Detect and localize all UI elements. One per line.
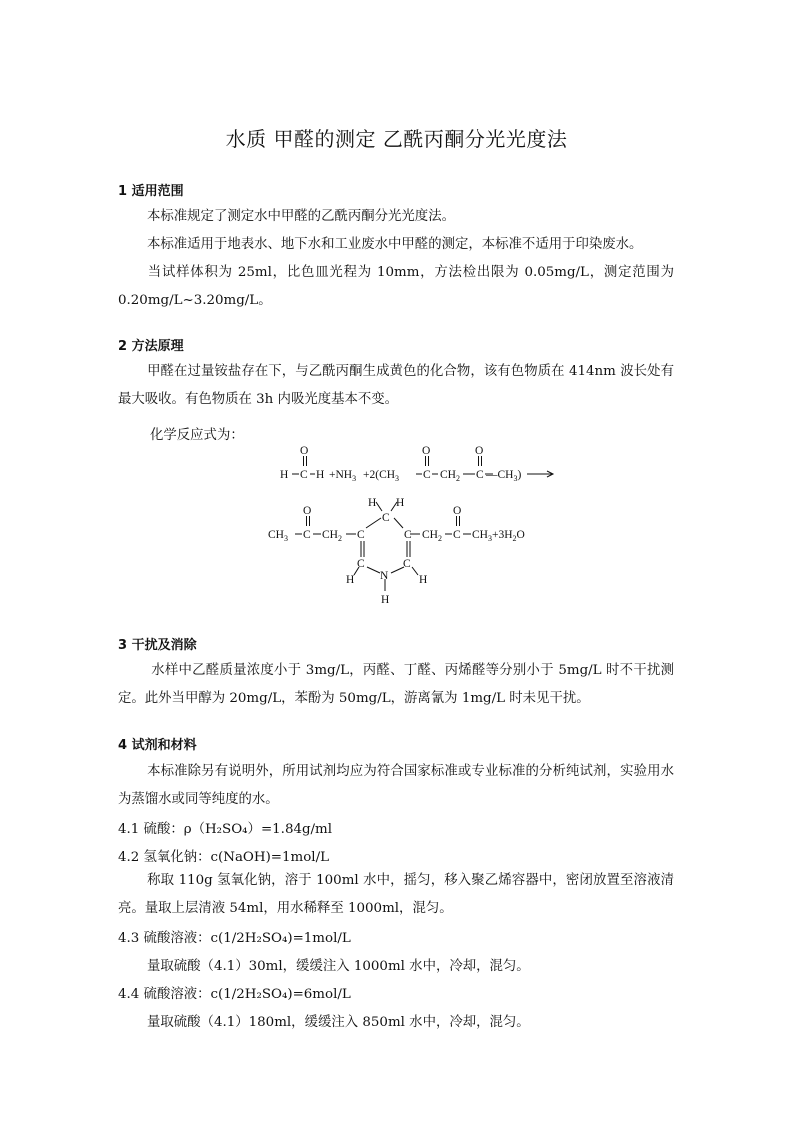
eq1-c-formaldehyde: C xyxy=(300,469,308,481)
eq1-ch3-last-text: —CH xyxy=(486,469,514,481)
document-title: 水质 甲醛的测定 乙酰丙酮分光光度法 xyxy=(225,127,568,151)
item-4-2-para-text: 称取 110g 氢氧化钠，溶于 100ml 水中，摇匀，移入聚乙烯容器中，密闭放置至溶液清亮。量取上层清液 54ml，用水稀释至 1000ml，混匀。 xyxy=(118,873,674,916)
eq2-ch2-right-text: CH xyxy=(422,529,438,541)
chemical-reaction-diagram xyxy=(265,438,685,608)
eq2-ch2-left-text: CH xyxy=(322,529,338,541)
eq2-ch3-right-text: CH xyxy=(472,529,488,541)
eq2-ch3-left xyxy=(268,529,288,543)
item-4-4: 4.4 硫酸溶液：c(1/2H₂SO₄)=6mol/L xyxy=(118,987,351,1002)
ring-c-right: C xyxy=(404,529,412,541)
item-4-4-para: 量取硫酸（4.1）180ml，缓缓注入 850ml 水中，冷却，混匀。 xyxy=(147,1015,530,1030)
section-1-heading: 1 适用范围 xyxy=(118,184,184,199)
eq1-ch2-sub: 2 xyxy=(455,474,460,483)
eq1-ch3-first-text: +2(CH xyxy=(363,469,396,481)
ring-c-top: C xyxy=(382,512,390,524)
section-1-para-1 xyxy=(118,203,674,231)
eq2-ch2-right-sub: 2 xyxy=(437,534,442,543)
section-2-para-1-text: 甲醛在过量铵盐存在下，与乙酰丙酮生成黄色的化合物，该有色物质在 414nm 波长处有最大吸收。有色物质在 3h 内吸光度基本不变。 xyxy=(118,364,674,407)
item-4-1: 4.1 硫酸：ρ（H₂SO₄）=1.84g/ml xyxy=(118,822,333,837)
section-1-para-2-text: 本标准适用于地表水、地下水和工业废水中甲醛的测定，本标准不适用于印染废水。 xyxy=(147,237,643,252)
reaction-label: 化学反应式为： xyxy=(150,428,244,443)
item-4-3-para: 量取硫酸（4.1）30ml，缓缓注入 1000ml 水中，冷却，混匀。 xyxy=(147,959,530,974)
eq1-o-formaldehyde: O xyxy=(300,445,309,457)
eq2-ch3-left-sub: 3 xyxy=(283,534,288,543)
ring-h-top-left: H xyxy=(368,497,377,509)
ring-n: N xyxy=(380,570,389,582)
eq2-c-carbonyl-right: C xyxy=(453,529,461,541)
eq1-c-carbonyl-2: C xyxy=(476,469,484,481)
eq2-water-text: +3H xyxy=(491,529,513,541)
eq2-o-carbonyl-right: O xyxy=(453,505,462,517)
section-4-heading: 4 试剂和材料 xyxy=(118,738,197,753)
ring-h-bottom-right: H xyxy=(419,574,428,586)
eq1-c-carbonyl-1: C xyxy=(423,469,431,481)
eq1-ch3-last-sub: 3 xyxy=(513,474,518,483)
ring-h-top-right: H xyxy=(396,497,405,509)
eq2-o-carbonyl-left: O xyxy=(303,505,312,517)
section-2-para-1 xyxy=(118,358,674,414)
section-3-para-1-text: 水样中乙醛质量浓度小于 3mg/L，丙醛、丁醛、丙烯醛等分别小于 5mg/L 时不干扰测定。此外当甲醇为 20mg/L，苯酚为 50mg/L，游离氰为 1mg/L 时未见干扰。 xyxy=(118,663,674,706)
section-3-heading: 3 干扰及消除 xyxy=(118,638,197,653)
eq1-h-right: H xyxy=(316,469,325,481)
eq2-ch2-left-sub: 2 xyxy=(337,534,342,543)
ring-c-bottom-left: C xyxy=(357,558,365,570)
section-4-para-1-text: 本标准除另有说明外，所用试剂均应为符合国家标准或专业标准的分析纯试剂，实验用水为蒸馏水或同等纯度的水。 xyxy=(118,764,674,807)
eq1-ch2-text: CH xyxy=(440,469,456,481)
ring-h-on-n: H xyxy=(381,594,390,606)
ring-c-bottom-right: C xyxy=(403,558,411,570)
section-1-para-2 xyxy=(118,231,674,259)
eq2-ch2-right xyxy=(422,529,442,543)
section-2-heading: 2 方法原理 xyxy=(118,339,184,354)
eq1-o-carbonyl-1: O xyxy=(422,445,431,457)
ring-h-bottom-left: H xyxy=(346,574,355,586)
eq2-water-o: O xyxy=(516,529,525,541)
item-4-2-para xyxy=(118,867,674,923)
eq1-o-carbonyl-2: O xyxy=(475,445,484,457)
eq1-nh3 xyxy=(329,469,356,483)
eq1-nh3-text: +NH xyxy=(329,469,353,481)
eq2-ch3-right-sub: 3 xyxy=(487,534,492,543)
eq1-ch3-first-sub: 3 xyxy=(395,474,400,483)
eq1-ch3-first xyxy=(363,469,399,483)
eq2-c-carbonyl-left: C xyxy=(303,529,311,541)
eq1-ch2 xyxy=(440,469,460,483)
section-4-para-1 xyxy=(118,758,674,814)
eq2-ch3-left-text: CH xyxy=(268,529,284,541)
eq1-nh3-sub: 3 xyxy=(352,474,357,483)
section-1-para-1-text: 本标准规定了测定水中甲醛的乙酰丙酮分光光度法。 xyxy=(147,209,455,224)
eq1-ch3-last xyxy=(485,469,521,483)
eq2-water-sub: 2 xyxy=(512,534,517,543)
section-1-para-3-text: 当试样体积为 25ml，比色皿光程为 10mm，方法检出限为 0.05mg/L，测定范围为 0.20mg/L~3.20mg/L。 xyxy=(118,265,674,308)
ring-c-left: C xyxy=(357,529,365,541)
eq1-ch3-last-paren: ) xyxy=(517,469,522,481)
eq2-ch3-water xyxy=(472,529,525,543)
section-3-para-1 xyxy=(118,657,674,713)
eq1-h-left: H xyxy=(280,469,289,481)
eq2-ch2-left xyxy=(322,529,342,543)
section-1-para-3 xyxy=(118,259,674,315)
item-4-3: 4.3 硫酸溶液：c(1/2H₂SO₄)=1mol/L xyxy=(118,931,351,946)
item-4-2: 4.2 氢氧化钠：c(NaOH)=1mol/L xyxy=(118,850,329,865)
